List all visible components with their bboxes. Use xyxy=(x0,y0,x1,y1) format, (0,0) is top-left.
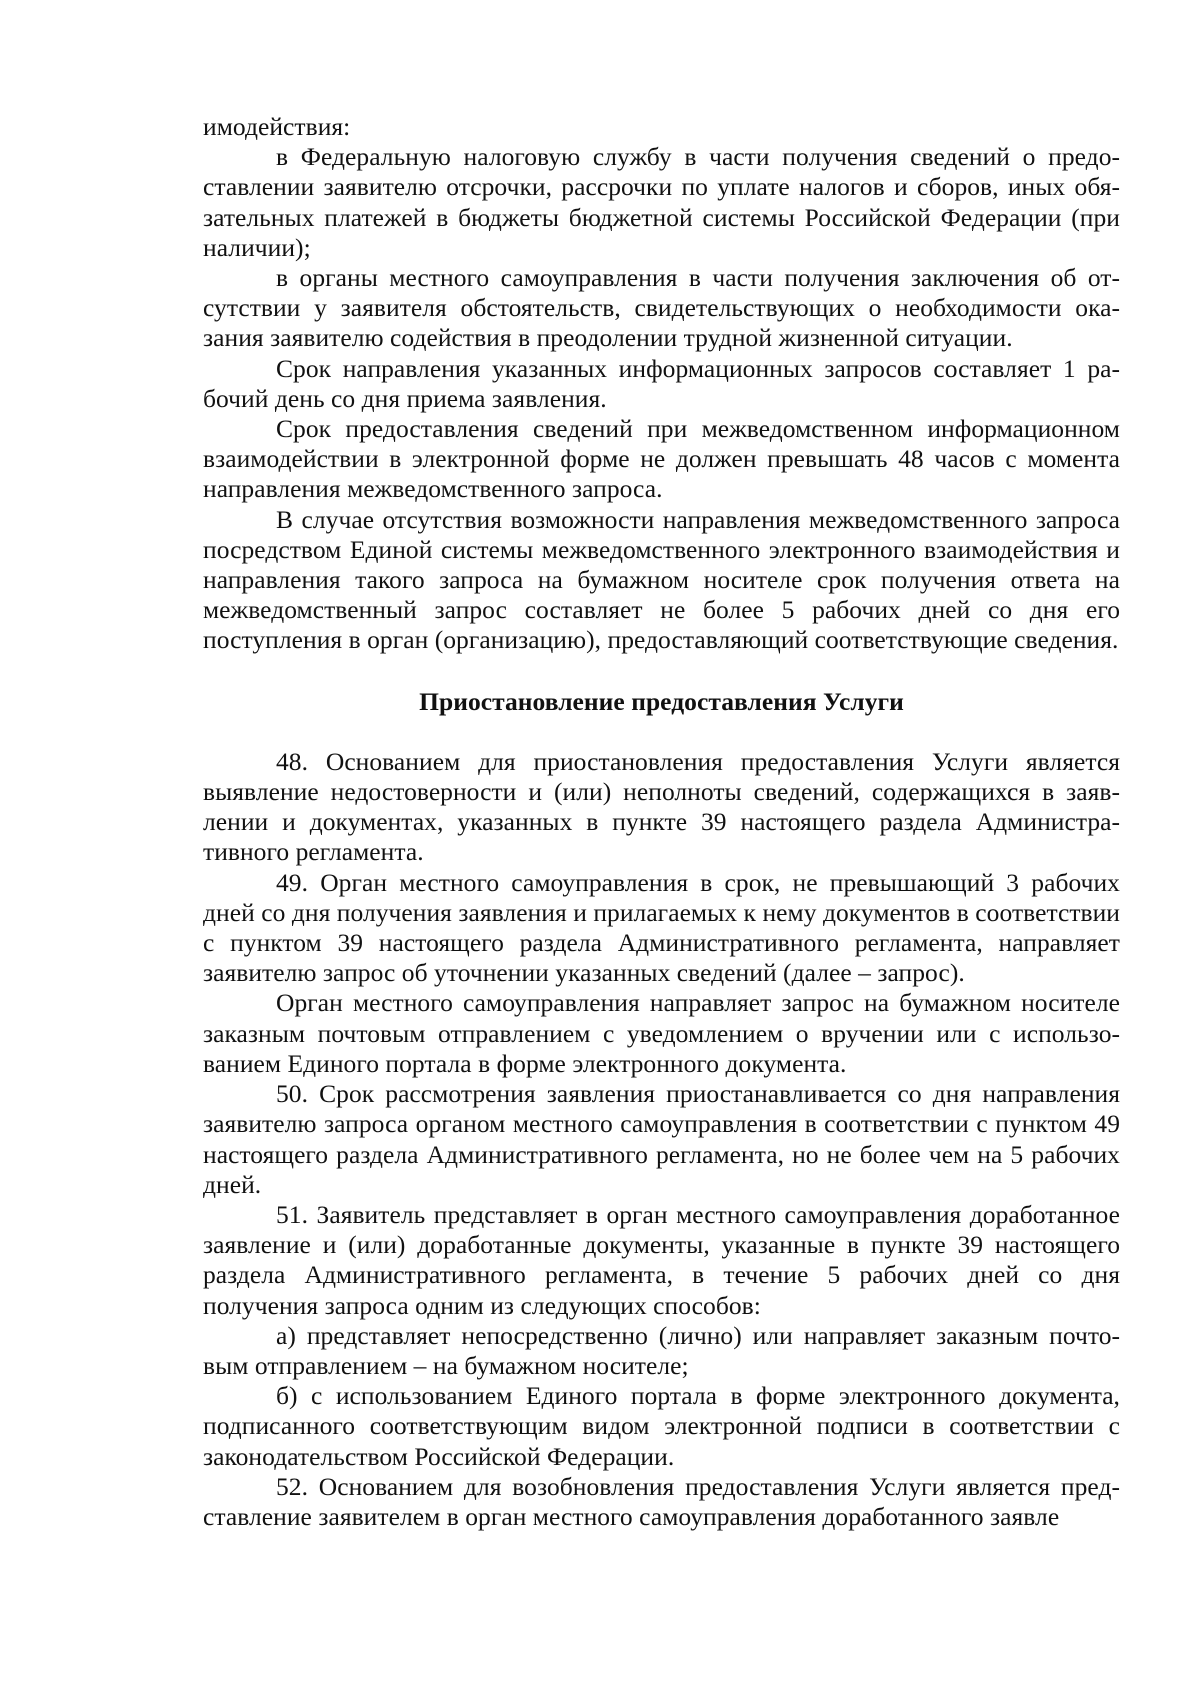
paragraph-51-b: б) с использованием Единого портала в форме электронного документа, подписанного соответствующим видом электронной подписи в соответствии с законодательством Российской Федерации. xyxy=(203,1381,1120,1471)
paragraph-paper-request: В случае отсутствия возможности направления межведомственного запроса посредством Единой системы межведомственного электронного взаимодействия и направления такого запроса на бумажном носителе срок получения ответа на межведомственный запрос составляет не более 5 рабочих дней со дня его поступления в орган (организацию), предоставляющий соответствующие сведения. xyxy=(203,504,1120,655)
spacer xyxy=(203,656,1120,687)
section-heading: Приостановление предоставления Услуги xyxy=(419,686,904,716)
paragraph-request-term: Срок направления указанных информационных запросов составляет 1 рабочий день со дня приема заявления. xyxy=(203,353,1120,413)
spacer xyxy=(203,717,1120,747)
paragraph-local-government: в органы местного самоуправления в части получения заключения об отсутствии у заявителя обстоятельств, свидетельствующих о необходимости оказания заявителю содействия в преодолении трудной жизненной ситуации. xyxy=(203,263,1120,353)
paragraph-48: 48. Основанием для приостановления предоставления Услуги является выявление недостоверности и (или) неполноты сведений, содержащихся в заявлении и документах, указанных в пункте 39 настоящего раздела Административного регламента. xyxy=(203,746,1120,867)
paragraph-52: 52. Основанием для возобновления предоставления Услуги является представление заявителем в орган местного самоуправления доработанного заявле xyxy=(203,1471,1120,1531)
paragraph-info-term: Срок предоставления сведений при межведомственном информационном взаимодействии в электронной форме не должен превышать 48 часов с момента направления межведомственного запроса. xyxy=(203,414,1120,504)
paragraph-49-request: Орган местного самоуправления направляет запрос на бумажном носителе заказным почтовым отправлением с уведомлением о вручении или с использованием Единого портала в форме электронного документа. xyxy=(203,988,1120,1078)
paragraph-51: 51. Заявитель представляет в орган местного самоуправления доработанное заявление и (или) доработанные документы, указанные в пункте 39 настоящего раздела Административного регламента, в течение 5 рабочих дней со дня получения запроса одним из следующих способов: xyxy=(203,1199,1120,1320)
paragraph-51-a: а) представляет непосредственно (лично) или направляет заказным почтовым отправлением – на бумажном носителе; xyxy=(203,1320,1120,1380)
paragraph-49: 49. Орган местного самоуправления в срок, не превышающий 3 рабочих дней со дня получения заявления и прилагаемых к нему документов в соответствии с пунктом 39 настоящего раздела Административного регламента, направляет заявителю запрос об уточнении указанных сведений (далее – запрос). xyxy=(203,867,1120,988)
document-body xyxy=(203,112,1120,1532)
paragraph-50: 50. Срок рассмотрения заявления приостанавливается со дня направления заявителю запроса органом местного самоуправления в соответствии с пунктом 49 настоящего раздела Административного регламента, но не более чем на 5 рабочих дней. xyxy=(203,1079,1120,1199)
paragraph-tax-service: в Федеральную налоговую службу в части получения сведений о предоставлении заявителю отсрочки, рассрочки по уплате налогов и сборов, иных обязательных платежей в бюджеты бюджетной системы Российской Федерации (при наличии); xyxy=(203,142,1120,262)
paragraph-continuation: имодействия: xyxy=(203,112,351,141)
